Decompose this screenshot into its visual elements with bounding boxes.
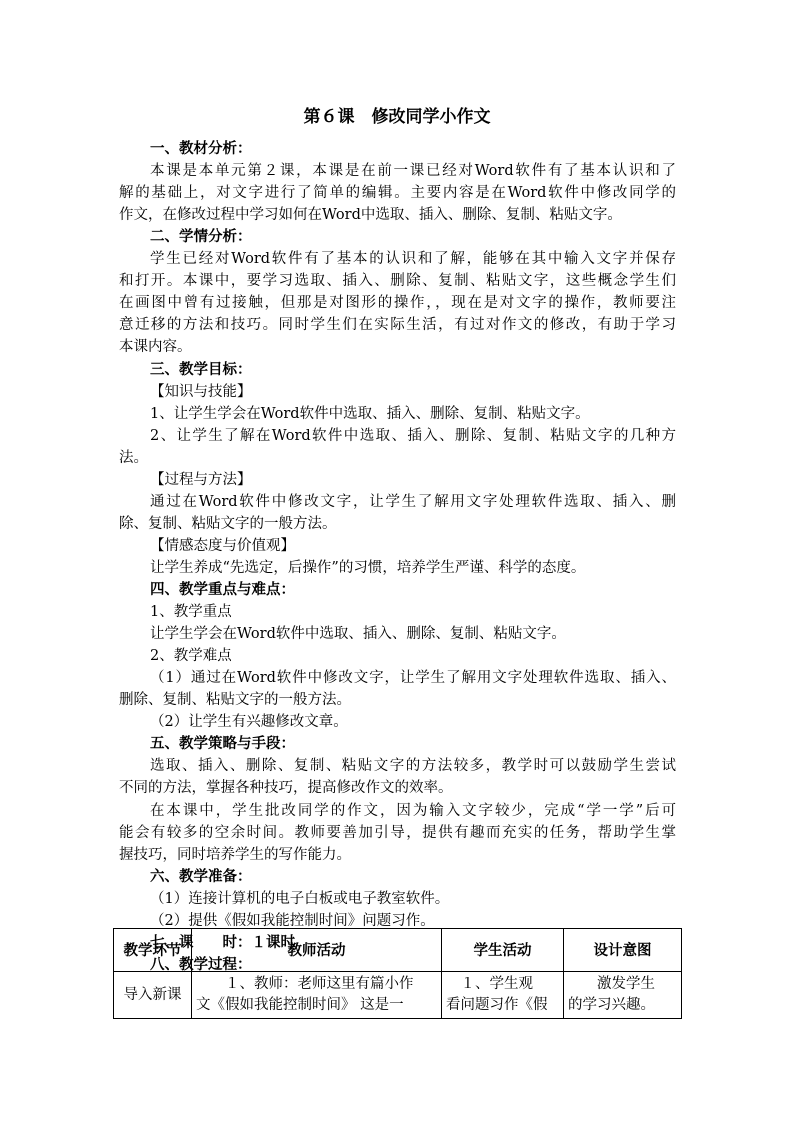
table-row (114, 972, 682, 1019)
section-heading: 六、教学准备： (150, 867, 252, 885)
text-line: 握技巧，同时培养学生的写作能力。 (119, 846, 351, 863)
text-line: 本课内容。 (119, 339, 192, 356)
text-line: （2）提供《假如我能控制时间》问题习作。 (150, 912, 435, 929)
section-heading: 七、课 时：１课时 (150, 933, 295, 951)
section-heading: 五、教学策略与手段： (150, 735, 295, 753)
text-line: 不同的方法，掌握各种技巧，提高修改作文的效率。 (119, 780, 453, 797)
cell-line: １、教师：老师这里有篇小作 (196, 976, 414, 992)
cell-student-activity (442, 972, 564, 1019)
text-line: 通过在Word软件中修改文字，让学生了解用文字处理软件选取、插入、删 (150, 493, 676, 510)
text-line: 1、让学生学会在Word软件中选取、插入、删除、复制、粘贴文字。 (150, 405, 590, 422)
text-line: 在画图中曾有过接触，但那是对图形的操作，，现在是对文字的操作，教师要注 (119, 295, 676, 312)
text-line: 解的基础上，对文字进行了简单的编辑。主要内容是在Word软件中修改同学的 (119, 185, 676, 202)
text-line: 法。 (119, 449, 148, 466)
lesson-process-table (113, 928, 682, 1019)
cell-stage: 导入新课 (114, 972, 192, 1019)
text-line: 作文，在修改过程中学习如何在Word中选取、插入、删除、复制、粘贴文字。 (119, 207, 622, 224)
text-line: 1、教学重点 (150, 604, 232, 621)
text-line: 学生已经对Word软件有了基本的认识和了解，能够在其中输入文字并保存 (150, 251, 676, 268)
cell-teacher-activity (192, 972, 442, 1019)
cell-line: １、学生观 (446, 976, 533, 992)
text-line: 【知识与技能】 (150, 383, 252, 400)
table-header-row (114, 929, 682, 972)
text-line: （1）连接计算机的电子白板或电子教室软件。 (150, 890, 450, 907)
page-title: 第６课 修改同学小作文 (303, 107, 491, 127)
text-line: （2）让学生有兴趣修改文章。 (150, 714, 348, 731)
cell-line: 的学习兴趣。 (568, 997, 655, 1013)
header-student-activity: 学生活动 (442, 929, 564, 972)
header-design-intent: 设计意图 (564, 929, 682, 972)
text-line: 能会有较多的空余时间。教师要善加引导，提供有趣而充实的任务，帮助学生掌 (119, 824, 676, 841)
section-heading: 八、教学过程： (150, 955, 252, 973)
text-line: 意迁移的方法和技巧。同时学生们在实际生活，有过对作文的修改，有助于学习 (119, 317, 676, 334)
section-heading: 四、教学重点与难点： (150, 581, 295, 598)
text-line: 【情感态度与价值观】 (150, 537, 295, 554)
text-line: 本课是本单元第２课，本课是在前一课已经对Word软件有了基本认识和了 (150, 163, 676, 180)
section-heading: 二、学情分析： (150, 228, 252, 246)
text-line: （1）通过在Word软件中修改文字，让学生了解用文字处理软件选取、插入、 (150, 670, 676, 687)
cell-design-intent (564, 972, 682, 1019)
cell-line: 看问题习作《假 (446, 997, 548, 1013)
text-line: 让学生养成“先选定，后操作”的习惯，培养学生严谨、科学的态度。 (150, 559, 586, 576)
section-heading: 三、教学目标： (150, 360, 252, 378)
text-line: 除、复制、粘贴文字的一般方法。 (119, 515, 337, 532)
section-heading: 一、教材分析： (150, 140, 252, 157)
text-line: 在本课中，学生批改同学的作文，因为输入文字较少，完成“学一学”后可 (150, 802, 676, 819)
cell-line: 激发学生 (568, 976, 655, 992)
text-line: 2、教学难点 (150, 648, 232, 665)
text-line: 【过程与方法】 (150, 471, 252, 488)
text-line: 2、让学生了解在Word软件中选取、插入、删除、复制、粘贴文字的几种方 (150, 427, 676, 444)
text-line: 删除、复制、粘贴文字的一般方法。 (119, 692, 351, 709)
text-line: 和打开。本课中，要学习选取、插入、删除、复制、粘贴文字，这些概念学生们 (119, 273, 676, 290)
header-teacher-activity: 教师活动 (192, 929, 442, 972)
text-line: 选取、插入、删除、复制、粘贴文字的方法较多，教学时可以鼓励学生尝试 (150, 758, 676, 775)
header-stage: 教学环节 (114, 929, 192, 972)
text-line: 让学生学会在Word软件中选取、插入、删除、复制、粘贴文字。 (150, 626, 566, 643)
cell-line: 文《假如我能控制时间》 这是一 (196, 997, 404, 1013)
